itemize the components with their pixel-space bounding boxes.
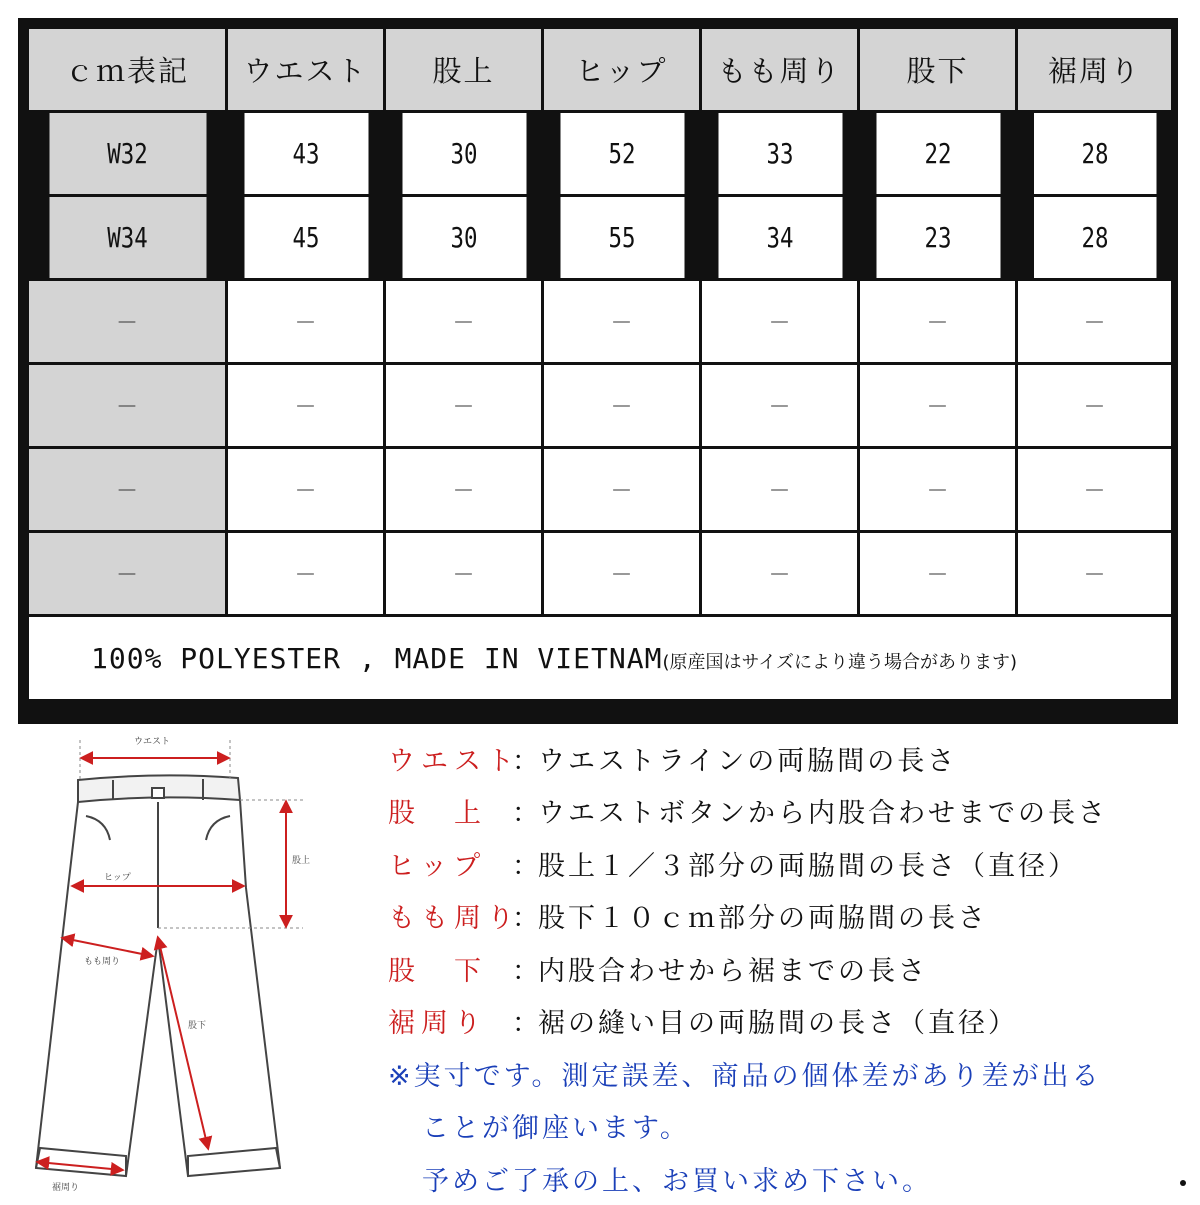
material-row bbox=[28, 616, 1173, 701]
measurement-cell: 43 bbox=[242, 112, 368, 196]
legend-description: 内股合わせから裾までの長さ bbox=[538, 955, 928, 987]
legend-row bbox=[388, 837, 1188, 890]
table-row bbox=[28, 196, 1173, 280]
measurement-cell: 28 bbox=[1032, 196, 1157, 280]
table-header-cell: ｃｍ表記 bbox=[28, 28, 227, 112]
inseam-arrow bbox=[158, 938, 208, 1148]
measurement-cell: － bbox=[701, 448, 859, 532]
measurement-cell: 28 bbox=[1032, 112, 1157, 196]
measurement-cell: 34 bbox=[716, 196, 842, 280]
measurement-cell: － bbox=[227, 280, 385, 364]
measurement-cell: － bbox=[859, 280, 1017, 364]
measurement-cell: － bbox=[385, 532, 543, 616]
legend-row bbox=[388, 942, 1188, 995]
legend-term: 股 下 bbox=[388, 955, 487, 987]
measurement-cell: － bbox=[543, 448, 701, 532]
size-table bbox=[26, 26, 1174, 702]
measurement-cell: － bbox=[385, 364, 543, 448]
corner-dot bbox=[1180, 1180, 1186, 1186]
material-cell bbox=[28, 616, 1173, 701]
material-text: 100% POLYESTER , MADE IN VIETNAM bbox=[91, 641, 663, 675]
pants-outline bbox=[36, 775, 280, 1176]
measurement-cell: － bbox=[701, 280, 859, 364]
measure-lines bbox=[80, 740, 303, 928]
table-row bbox=[28, 280, 1173, 364]
measurement-cell: － bbox=[701, 364, 859, 448]
measurement-cell: 30 bbox=[400, 112, 526, 196]
legend-description: 裾の縫い目の両脇間の長さ（直径） bbox=[538, 1008, 1018, 1040]
pants-diagram bbox=[18, 728, 353, 1198]
diagram-label-thigh: もも周り bbox=[84, 957, 121, 967]
measurement-cell: － bbox=[1017, 280, 1173, 364]
measurement-cell: － bbox=[385, 448, 543, 532]
legend-term: 裾周り bbox=[388, 1008, 487, 1040]
legend-row bbox=[388, 732, 1188, 785]
measurement-cell: 22 bbox=[874, 112, 1000, 196]
measurement-cell: 30 bbox=[400, 196, 526, 280]
origin-note: (原産国はサイズにより違う場合があります) bbox=[662, 651, 1018, 673]
size-label-cell: － bbox=[28, 280, 227, 364]
table-header-cell: 股下 bbox=[859, 28, 1017, 112]
measurement-cell: － bbox=[227, 532, 385, 616]
measurement-cell: 23 bbox=[874, 196, 1000, 280]
table-header-cell: ヒップ bbox=[543, 28, 701, 112]
legend-colon: ： bbox=[512, 955, 539, 987]
measurement-cell: － bbox=[543, 280, 701, 364]
table-row bbox=[28, 532, 1173, 616]
legend-description: 股上１／３部分の両脇間の長さ（直径） bbox=[538, 850, 1078, 882]
diagram-label-inseam: 股下 bbox=[188, 1021, 207, 1031]
measurement-cell: － bbox=[543, 532, 701, 616]
measurement-cell: － bbox=[1017, 364, 1173, 448]
notice-line-1: ※実寸です。測定誤差、商品の個体差があり差が出る bbox=[388, 1060, 1102, 1092]
measurement-cell: － bbox=[701, 532, 859, 616]
diagram-label-rise: 股上 bbox=[292, 856, 311, 866]
size-table-frame bbox=[18, 18, 1178, 724]
table-header-cell: もも周り bbox=[701, 28, 859, 112]
measurement-legend bbox=[388, 732, 1188, 1205]
legend-colon: ： bbox=[512, 1008, 539, 1040]
legend-description: ウエストボタンから内股合わせまでの長さ bbox=[538, 798, 1108, 830]
diagram-label-waist: ウエスト bbox=[134, 737, 171, 747]
legend-term: ウエスト bbox=[388, 745, 520, 777]
measurement-cell: － bbox=[1017, 532, 1173, 616]
measurement-cell: － bbox=[1017, 448, 1173, 532]
notice-line-2: ことが御座います。 bbox=[422, 1113, 690, 1145]
legend-colon: ： bbox=[512, 850, 539, 882]
measurement-cell: － bbox=[859, 364, 1017, 448]
size-label-cell: － bbox=[28, 532, 227, 616]
legend-term: ヒップ bbox=[388, 850, 487, 882]
thigh-arrow bbox=[63, 938, 152, 956]
table-header-cell: ウエスト bbox=[227, 28, 385, 112]
table-header-cell: 裾周り bbox=[1017, 28, 1173, 112]
table-row bbox=[28, 364, 1173, 448]
legend-colon: ： bbox=[512, 745, 539, 777]
legend-term: もも周り bbox=[388, 903, 520, 935]
size-label-cell: － bbox=[28, 448, 227, 532]
size-label-cell: W34 bbox=[47, 196, 206, 280]
size-label-cell: W32 bbox=[47, 112, 206, 196]
legend-row bbox=[388, 785, 1188, 838]
diagram-label-hem: 裾周り bbox=[52, 1183, 80, 1193]
legend-row bbox=[388, 890, 1188, 943]
measurement-cell: － bbox=[385, 280, 543, 364]
table-header-row bbox=[28, 28, 1173, 112]
diagram-label-hip: ヒップ bbox=[104, 873, 131, 883]
notice-line-3: 予めご了承の上、お買い求め下さい。 bbox=[422, 1165, 932, 1197]
measurement-cell: － bbox=[859, 448, 1017, 532]
measurement-cell: 52 bbox=[558, 112, 684, 196]
table-row bbox=[28, 112, 1173, 196]
measurement-cell: 33 bbox=[716, 112, 842, 196]
table-header-cell: 股上 bbox=[385, 28, 543, 112]
measurement-cell: － bbox=[543, 364, 701, 448]
size-label-cell: － bbox=[28, 364, 227, 448]
legend-colon: ： bbox=[512, 798, 539, 830]
legend-description: ウエストラインの両脇間の長さ bbox=[538, 745, 958, 777]
legend-description: 股下１０ｃｍ部分の両脇間の長さ bbox=[538, 903, 988, 935]
legend-row bbox=[388, 995, 1188, 1048]
measurement-cell: 45 bbox=[242, 196, 368, 280]
legend-term: 股 上 bbox=[388, 798, 487, 830]
table-row bbox=[28, 448, 1173, 532]
measurement-cell: － bbox=[227, 364, 385, 448]
measurement-cell: 55 bbox=[558, 196, 684, 280]
measurement-cell: － bbox=[227, 448, 385, 532]
legend-colon: ： bbox=[512, 903, 539, 935]
measurement-cell: － bbox=[859, 532, 1017, 616]
